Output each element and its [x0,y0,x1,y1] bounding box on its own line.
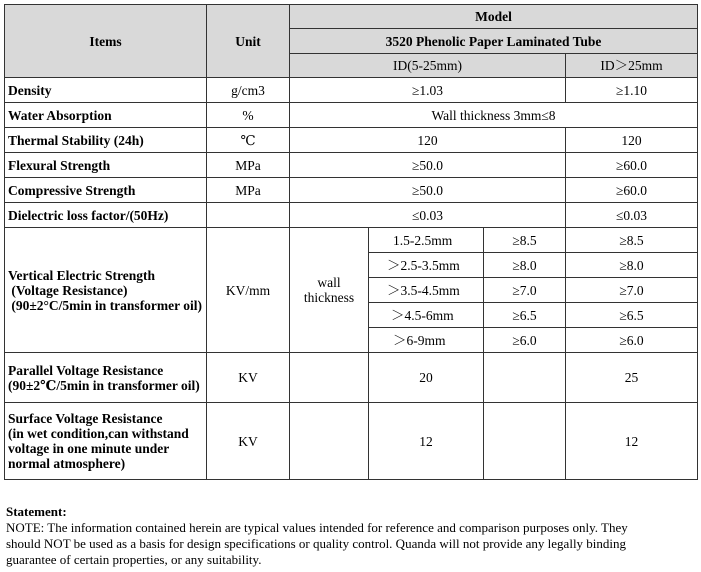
value-large: ≥1.10 [566,78,698,103]
specification-table [4,4,698,480]
thickness-range: 1.5-2.5mm [369,228,484,253]
statement-note-line: should NOT be used as a basis for design specifications or quality control. Quanda will not provide any legally binding [6,536,627,551]
value-small: 20 [369,353,484,403]
value-merged: Wall thickness 3mm≤8 [290,103,698,128]
empty-cell [484,353,566,403]
statement-note-line: NOTE: The information contained herein are typical values intended for reference and comparison purposes only. They [6,520,628,535]
table-row [5,128,698,153]
thickness-range: ＞6-9mm [369,328,484,353]
model-header: Model [290,5,698,29]
table-row [5,403,698,480]
value-small: ≥6.5 [484,303,566,328]
table-row [5,203,698,228]
item-label: Vertical Electric Strength (Voltage Resistance) (90±2°C/5min in transformer oil) [5,228,207,353]
thickness-range: ＞4.5-6mm [369,303,484,328]
value-large: ≥8.5 [566,228,698,253]
value-large: ≥8.0 [566,253,698,278]
value-large: 120 [566,128,698,153]
item-label: Dielectric loss factor/(50Hz) [5,203,207,228]
table-row [5,153,698,178]
items-header: Items [5,5,207,78]
item-label: Compressive Strength [5,178,207,203]
statement-note-line: guarantee of certain properties, or any suitability. [6,552,262,567]
value-small: ≥8.5 [484,228,566,253]
empty-cell [290,403,369,480]
product-name-header: 3520 Phenolic Paper Laminated Tube [290,29,698,54]
item-label: Water Absorption [5,103,207,128]
value-large: 25 [566,353,698,403]
value-small: 120 [290,128,566,153]
value-large: ≥60.0 [566,178,698,203]
value-small: ≥50.0 [290,153,566,178]
item-label: Surface Voltage Resistance (in wet condition,can withstand voltage in one minute under normal atmosphere) [5,403,207,480]
value-large: 12 [566,403,698,480]
unit-header: Unit [207,5,290,78]
table-row [5,103,698,128]
value-small: ≥6.0 [484,328,566,353]
value-small: ≥1.03 [290,78,566,103]
thickness-range: ＞3.5-4.5mm [369,278,484,303]
statement-title: Statement: [6,504,67,519]
unit-value: KV [207,353,290,403]
unit-value: % [207,103,290,128]
unit-value: KV [207,403,290,480]
unit-value: KV/mm [207,228,290,353]
value-small: 12 [369,403,484,480]
item-label: Density [5,78,207,103]
value-large: ≤0.03 [566,203,698,228]
item-label: Thermal Stability (24h) [5,128,207,153]
id-large-header: ID＞25mm [566,54,698,78]
empty-cell [484,403,566,480]
table-row [5,78,698,103]
value-large: ≥6.5 [566,303,698,328]
value-small: ≥7.0 [484,278,566,303]
statement-block [6,504,696,568]
value-large: ≥7.0 [566,278,698,303]
unit-value: MPa [207,178,290,203]
table-row [5,353,698,403]
thickness-range: ＞2.5-3.5mm [369,253,484,278]
value-small: ≥50.0 [290,178,566,203]
item-label: Flexural Strength [5,153,207,178]
unit-value: MPa [207,153,290,178]
value-small: ≥8.0 [484,253,566,278]
unit-value: ℃ [207,128,290,153]
value-small: ≤0.03 [290,203,566,228]
item-label: Parallel Voltage Resistance (90±2℃/5min in transformer oil) [5,353,207,403]
value-large: ≥6.0 [566,328,698,353]
table-row [5,178,698,203]
wall-thickness-label: wall thickness [290,228,369,353]
empty-cell [290,353,369,403]
value-large: ≥60.0 [566,153,698,178]
unit-value: g/cm3 [207,78,290,103]
unit-value [207,203,290,228]
table-row [5,228,698,253]
id-small-header: ID(5-25mm) [290,54,566,78]
